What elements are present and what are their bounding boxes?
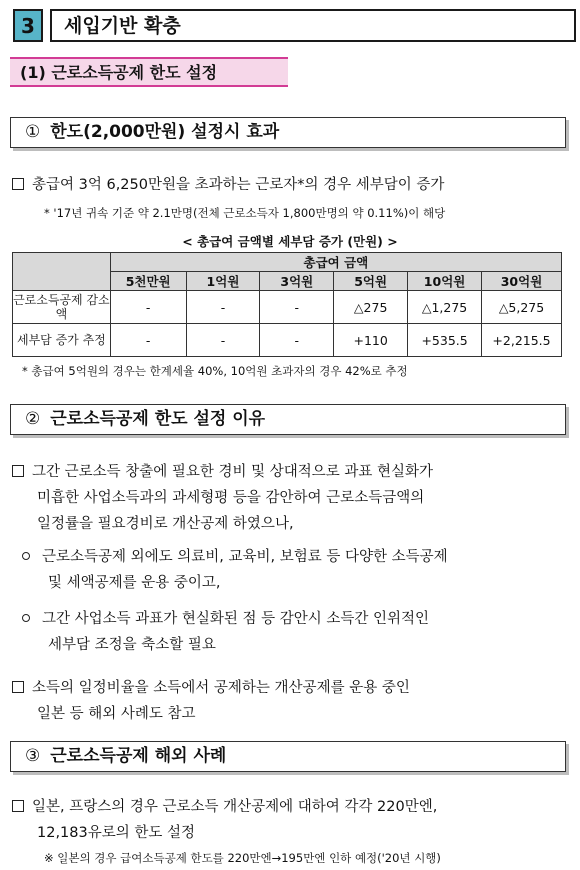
table-cell: - bbox=[110, 324, 186, 357]
circle-bullet-icon bbox=[22, 614, 30, 622]
table-col-header: 30억원 bbox=[482, 272, 562, 291]
part3-note: ※ 일본의 경우 급여소득공제 한도를 220만엔→195만엔 인하 예정('20년 시행) bbox=[44, 851, 441, 865]
square-bullet-icon bbox=[12, 800, 24, 812]
part3-heading-box bbox=[10, 741, 566, 772]
part1-heading-text: 한도(2,000만원) 설정시 효과 bbox=[50, 122, 280, 142]
table-corner-cell bbox=[13, 253, 111, 291]
table-cell: +110 bbox=[334, 324, 408, 357]
table-row bbox=[13, 324, 562, 357]
part2-p1-line: 일정률을 필요경비로 개산공제 하였으나, bbox=[37, 516, 294, 532]
table-cell: - bbox=[260, 291, 334, 324]
part2-c2-line: 그간 사업소득 과표가 현실화된 점 등 감안시 소득간 인위적인 bbox=[42, 611, 430, 627]
part2-c2-line: 세부담 조정을 축소할 필요 bbox=[48, 637, 216, 653]
part2-circle-item-1 bbox=[22, 544, 577, 596]
table-cell: - bbox=[260, 324, 334, 357]
table-cell: +2,215.5 bbox=[482, 324, 562, 357]
part3-p1-line: 일본, 프랑스의 경우 근로소득 개산공제에 대하여 각각 220만엔, bbox=[32, 799, 438, 815]
part3-heading-text: 근로소득공제 해외 사례 bbox=[50, 746, 227, 766]
part2-p2-line: 소득의 일정비율을 소득에서 공제하는 개산공제를 운용 중인 bbox=[32, 680, 410, 696]
table-cell: △5,275 bbox=[482, 291, 562, 324]
square-bullet-icon bbox=[12, 465, 24, 477]
table-col-header: 5억원 bbox=[334, 272, 408, 291]
part3-p1-line: 12,183유로의 한도 설정 bbox=[37, 825, 196, 841]
table-group-header: 총급여 금액 bbox=[110, 253, 561, 272]
table-note: * 총급여 5억원의 경우는 한계세율 40%, 10억원 초과자의 경우 42%로 추정 bbox=[22, 364, 408, 378]
part3-heading-number: ③ bbox=[25, 746, 41, 766]
table-col-header: 1억원 bbox=[186, 272, 260, 291]
part2-p2-line: 일본 등 해외 사례도 참고 bbox=[37, 706, 196, 722]
table-col-header: 10억원 bbox=[408, 272, 482, 291]
part3-paragraph bbox=[12, 794, 577, 846]
table-cell: △275 bbox=[334, 291, 408, 324]
part2-heading-number: ② bbox=[25, 409, 41, 429]
circle-bullet-icon bbox=[22, 552, 30, 560]
section-number: 3 bbox=[13, 9, 43, 42]
part1-bullet bbox=[12, 172, 572, 198]
table-col-header: 3억원 bbox=[260, 272, 334, 291]
tax-burden-table bbox=[12, 252, 562, 357]
part1-bullet-text: 총급여 3억 6,250만원을 초과하는 근로자*의 경우 세부담이 증가 bbox=[32, 177, 445, 193]
table-cell: - bbox=[186, 324, 260, 357]
table-cell: - bbox=[186, 291, 260, 324]
part1-footnote: * '17년 귀속 기준 약 2.1만명(전체 근로소득자 1,800만명의 약 0.11%)이 해당 bbox=[44, 206, 446, 220]
part2-paragraph-1 bbox=[12, 459, 577, 537]
part2-c1-line: 근로소득공제 외에도 의료비, 교육비, 보험료 등 다양한 소득공제 bbox=[42, 549, 448, 565]
subsection-title: (1) 근로소득공제 한도 설정 bbox=[10, 57, 288, 87]
table-row-label: 세부담 증가 추정 bbox=[13, 324, 111, 357]
square-bullet-icon bbox=[12, 681, 24, 693]
part2-circle-item-2 bbox=[22, 606, 577, 658]
table-col-header: 5천만원 bbox=[110, 272, 186, 291]
table-row-label: 근로소득공제 감소액 bbox=[13, 291, 111, 324]
part1-heading-number: ① bbox=[25, 122, 41, 142]
part2-paragraph-2 bbox=[12, 675, 577, 727]
table-cell: +535.5 bbox=[408, 324, 482, 357]
table-caption: < 총급여 금액별 세부담 증가 (만원) > bbox=[182, 234, 398, 249]
table-row bbox=[13, 291, 562, 324]
square-bullet-icon bbox=[12, 178, 24, 190]
table-cell: - bbox=[110, 291, 186, 324]
part2-p1-line: 그간 근로소득 창출에 필요한 경비 및 상대적으로 과표 현실화가 bbox=[32, 464, 434, 480]
part1-heading-box bbox=[10, 117, 566, 148]
part2-c1-line: 및 세액공제를 운용 중이고, bbox=[48, 575, 221, 591]
part2-heading-box bbox=[10, 404, 566, 435]
section-title: 세입기반 확충 bbox=[50, 9, 576, 42]
table-cell: △1,275 bbox=[408, 291, 482, 324]
part2-p1-line: 미흡한 사업소득과의 과세형평 등을 감안하여 근로소득금액의 bbox=[37, 490, 425, 506]
part2-heading-text: 근로소득공제 한도 설정 이유 bbox=[50, 409, 266, 429]
